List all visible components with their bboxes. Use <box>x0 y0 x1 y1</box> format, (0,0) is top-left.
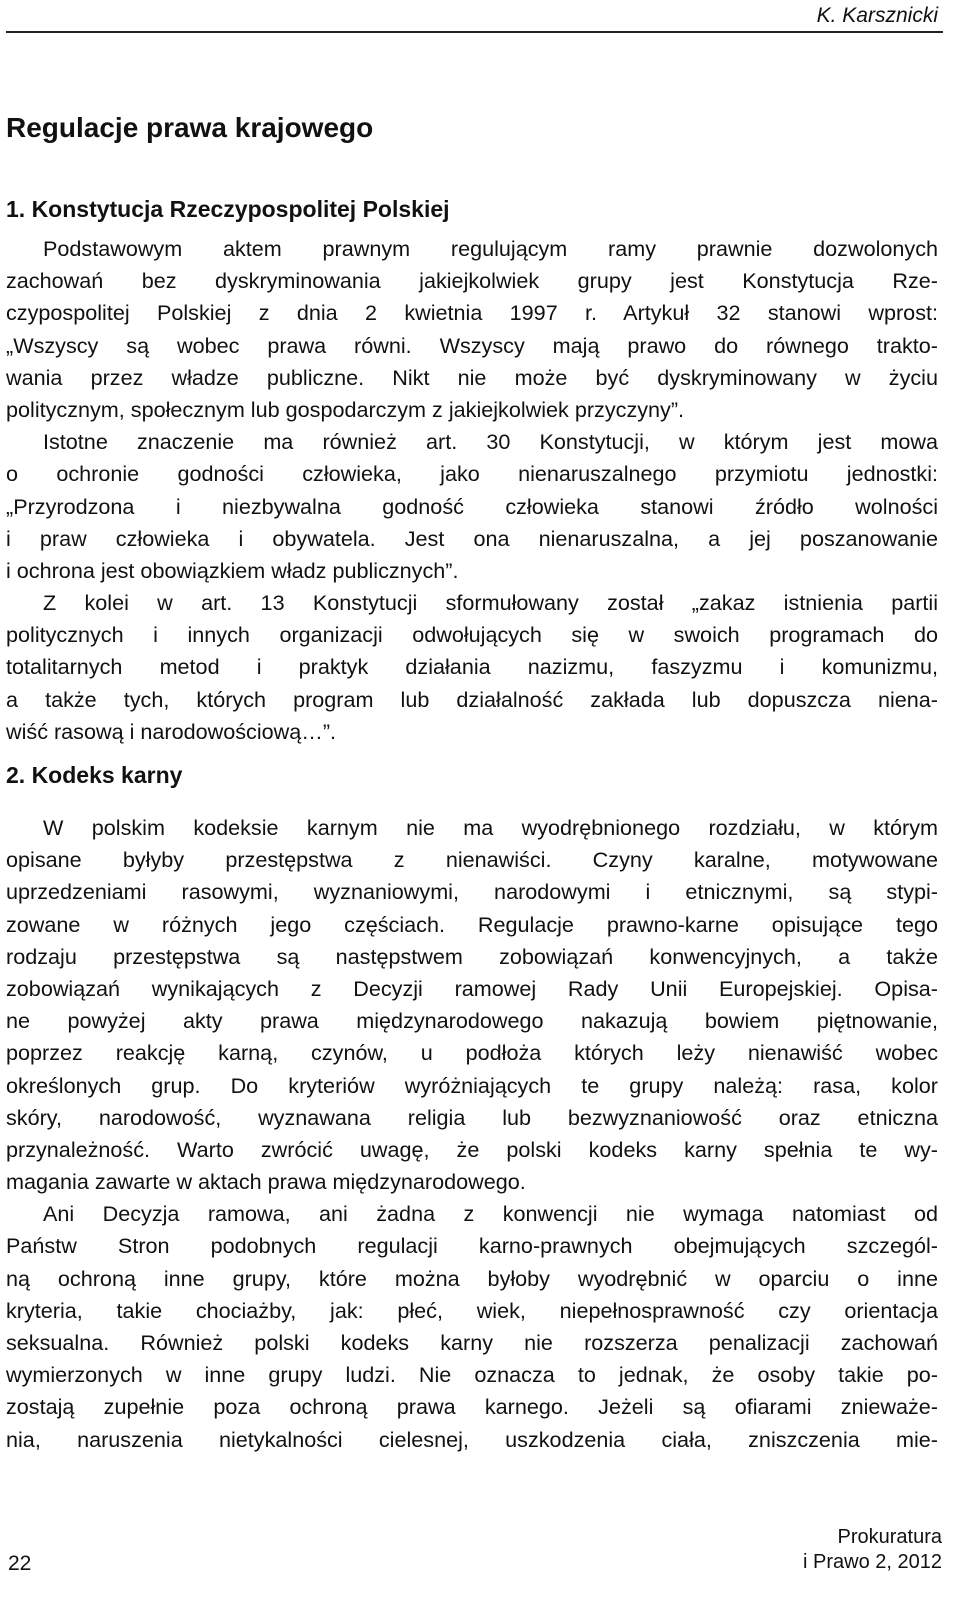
text-line: zobowiązań wynikających z Decyzji ramowej Rady Unii Europejskiej. Opisa- <box>6 975 938 1001</box>
text-line: czypospolitej Polskiej z dnia 2 kwietnia 1997 r. Artykuł 32 stanowi wprost: <box>6 300 938 326</box>
page-content <box>6 108 938 1456</box>
text-line: wymierzonych w inne grupy ludzi. Nie oznacza to jednak, że osoby takie po- <box>6 1362 938 1388</box>
text-line: określonych grup. Do kryteriów wyróżniających te grupy należą: rasa, kolor <box>6 1072 938 1098</box>
section-2-heading: 2. Kodeks karny <box>6 762 183 788</box>
page-title: Regulacje prawa krajowego <box>6 112 374 143</box>
text-line: kryteria, takie chociażby, jak: płeć, wiek, niepełnosprawność czy orientacja <box>6 1297 938 1323</box>
text-line: i ochrona jest obowiązkiem władz publicznych”. <box>6 557 459 583</box>
text-line: politycznych i innych organizacji odwołujących się w swoich programach do <box>6 622 938 648</box>
text-line: Państw Stron podobnych regulacji karno-prawnych obejmujących szczegól- <box>6 1233 938 1259</box>
text-line: i praw człowieka i obywatela. Jest ona nienaruszalna, a jej poszanowanie <box>6 525 938 551</box>
text-line: „Wszyscy są wobec prawa równi. Wszyscy mają prawo do równego trakto- <box>6 332 938 358</box>
text-line: opisane byłyby przestępstwa z nienawiści. Czyny karalne, motywowane <box>6 847 938 873</box>
text-line: nia, naruszenia nietykalności cielesnej, uszkodzenia ciała, zniszczenia mie- <box>6 1426 938 1452</box>
journal-name: Prokuratura <box>837 1526 942 1548</box>
text-line: Podstawowym aktem prawnym regulującym ramy prawnie dozwolonych <box>43 236 938 261</box>
text-line: przynależność. Warto zwrócić uwagę, że polski kodeks karny spełnia te wy- <box>6 1136 938 1162</box>
text-line: „Przyrodzona i niezbywalna godność człowieka stanowi źródło wolności <box>6 493 938 519</box>
text-line: Ani Decyzja ramowa, ani żadna z konwencji nie wymaga natomiast od <box>43 1201 938 1227</box>
text-line: Istotne znaczenie ma również art. 30 Konstytucji, w którym jest mowa <box>43 429 938 455</box>
text-line: rodzaju przestępstwa są następstwem zobowiązań konwencyjnych, a także <box>6 943 938 969</box>
text-line: ną ochroną inne grupy, które można byłoby wyodrębnić w oparciu o inne <box>6 1265 938 1291</box>
text-line: o ochronie godności człowieka, jako nienaruszalnego przymiotu jednostki: <box>6 461 938 487</box>
running-header-author: K. Karsznicki <box>816 4 938 27</box>
text-line: zostają zupełnie poza ochroną prawa karnego. Jeżeli są ofiarami znieważe- <box>6 1394 938 1420</box>
section-2-body <box>6 812 938 1456</box>
journal-footer <box>803 1525 942 1575</box>
text-line: wiść rasową i narodowościową…”. <box>6 718 337 744</box>
text-line: Z kolei w art. 13 Konstytucji sformułowany został „zakaz istnienia partii <box>43 590 938 616</box>
text-line: seksualna. Również polski kodeks karny nie rozszerza penalizacji zachowań <box>6 1330 938 1355</box>
section-1-body <box>6 233 938 748</box>
text-line: zowane w różnych jego częściach. Regulacje prawno-karne opisujące tego <box>6 911 938 937</box>
text-line: zachowań bez dyskryminowania jakiejkolwiek grupy jest Konstytucja Rze- <box>6 268 938 294</box>
text-line: politycznym, społecznym lub gospodarczym z jakiejkolwiek przyczyny”. <box>6 396 685 422</box>
text-line: wania przez władze publiczne. Nikt nie może być dyskryminowany w życiu <box>6 364 938 390</box>
page-number: 22 <box>8 1552 32 1575</box>
journal-issue: i Prawo 2, 2012 <box>803 1551 942 1573</box>
text-line: skóry, narodowość, wyznawana religia lub bezwyznaniowość oraz etniczna <box>6 1104 938 1130</box>
text-line: a także tych, których program lub działalność zakłada lub dopuszcza niena- <box>6 686 938 712</box>
text-line: uprzedzeniami rasowymi, wyznaniowymi, narodowymi i etnicznymi, są stypi- <box>6 879 938 905</box>
text-line: poprzez reakcję karną, czynów, u podłoża których leży nienawiść wobec <box>6 1040 938 1066</box>
text-line: magania zawarte w aktach prawa międzynarodowego. <box>6 1169 526 1195</box>
text-line: totalitarnych metod i praktyk działania nazizmu, faszyzmu i komunizmu, <box>6 654 938 680</box>
header-divider <box>6 31 943 33</box>
section-1-heading: 1. Konstytucja Rzeczypospolitej Polskiej <box>6 196 450 222</box>
text-line: W polskim kodeksie karnym nie ma wyodrębnionego rozdziału, w którym <box>43 815 938 840</box>
text-line: ne powyżej akty prawa międzynarodowego nakazują bowiem piętnowanie, <box>6 1008 938 1034</box>
